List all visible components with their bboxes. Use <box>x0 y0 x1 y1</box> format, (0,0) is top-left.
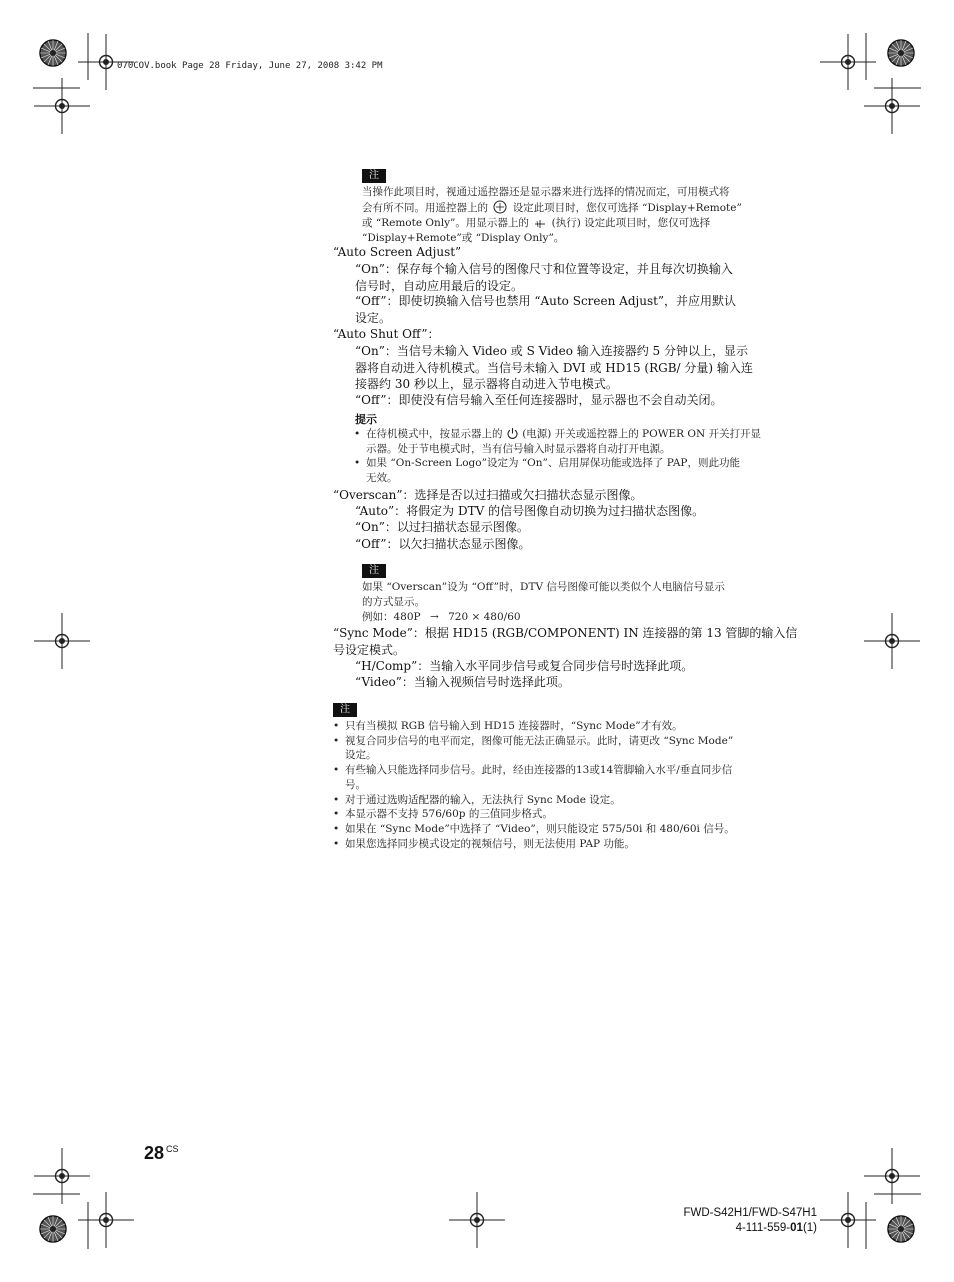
crosshair-mark-top-right-lower <box>864 78 920 134</box>
file-info-header: 070COV.book Page 28 Friday, June 27, 2008 3:42 PM <box>117 61 383 71</box>
crosshair-mark-bottom-middle <box>449 1192 505 1248</box>
crosshair-mark-middle-left <box>34 613 90 669</box>
note-1-text: 当操作此项目时，视通过遥控器还是显示器来进行选择的情况而定，可用模式将 会有所不同。用遥控器上的 设定此项目时，您仅可选择 “Display+Remote” 或 “Remote Only”。用显示器上的 (执行) 设定此项目时，您仅可选择 “Display+Remote”或 “Display Only”。 <box>362 186 742 244</box>
sync-mode-heading: “Sync Mode”：根据 HD15 (RGB/COMPONENT) IN 连接器的第 13 管脚的输入信 号设定模式。 <box>333 626 798 657</box>
auto-screen-adjust-on: “On”：保存每个输入信号的图像尺寸和位置等设定，并且每次切换输入 信号时，自动应用最后的设定。 <box>355 262 733 293</box>
auto-shut-off-off: “Off”：即使没有信号输入至任何连接器时，显示器也不会自动关闭。 <box>355 393 723 407</box>
tip-item: • 在待机模式中，按显示器上的 (电源) 开关或遥控器上的 POWER ON 开关打开显 示器。处于节电模式时，当有信号输入时显示器将自动打开电源。 <box>352 427 804 456</box>
overscan-on: “On”：以过扫描状态显示图像。 <box>355 520 529 534</box>
note-item: • 对于通过选购适配器的输入，无法执行 Sync Mode 设定。 <box>331 793 805 808</box>
sync-mode-hcomp: “H/Comp”：当输入水平同步信号或复合同步信号时选择此项。 <box>355 659 694 673</box>
auto-screen-adjust-off: “Off”：即使切换输入信号也禁用 “Auto Screen Adjust”，并应用默认 设定。 <box>355 294 737 325</box>
page-number: 28 $^{CS}$ <box>144 1143 179 1163</box>
note-label-1: 注 <box>362 163 386 183</box>
auto-screen-adjust-heading: “Auto Screen Adjust” <box>333 245 462 259</box>
starburst-mark-top-left <box>40 40 66 66</box>
model-info: FWD-S42H1/FWD-S47H1 4-111-559-01(1) <box>683 1207 817 1234</box>
tip-item: • 如果 “On-Screen Logo”设定为 “On”、启用屏保功能或选择了 PAP，则此功能 无效。 <box>352 456 804 485</box>
execute-button-icon <box>532 217 548 229</box>
auto-shut-off-on: “On”：当信号未输入 Video 或 S Video 输入连接器约 5 分钟以上，显示 器将自动进入待机模式。当信号未输入 DVI 或 HD15 (RGB/ 分量) 输入连 接器约 30 秒以上，显示器将自动进入节电模式。 <box>355 344 753 391</box>
crosshair-mark-bottom-right-upper <box>864 1148 920 1204</box>
crosshair-mark-middle-right <box>864 613 920 669</box>
note-item: • 如果您选择同步模式设定的视频信号，则无法使用 PAP 功能。 <box>331 837 805 852</box>
note-label-2: 注 <box>362 558 386 578</box>
overscan-heading: “Overscan”：选择是否以过扫描或欠扫描状态显示图像。 <box>333 488 643 502</box>
enter-button-icon <box>491 200 509 214</box>
note-item: • 有些输入只能选择同步信号。此时，经由连接器的13或14管脚输入水平/垂直同步信 号。 <box>331 763 805 792</box>
auto-shut-off-heading: “Auto Shut Off”： <box>333 327 440 341</box>
note-label-3: 注 <box>333 697 357 717</box>
power-icon <box>506 427 519 440</box>
note-item: • 视复合同步信号的电平而定，图像可能无法正确显示。此时，请更改 “Sync Mode” 设定。 <box>331 734 805 763</box>
sync-mode-video: “Video”：当输入视频信号时选择此项。 <box>355 675 570 689</box>
note-3-list <box>331 719 805 851</box>
starburst-mark-top-right <box>888 40 914 66</box>
note-item: • 本显示器不支持 576/60p 的三值同步格式。 <box>331 807 805 822</box>
starburst-mark-bottom-left <box>40 1216 66 1242</box>
crosshair-mark-top-left-lower <box>34 78 90 134</box>
note-item: • 如果在 “Sync Mode”中选择了 “Video”，则只能设定 575/50i 和 480/60i 信号。 <box>331 822 805 837</box>
note-2-text: 如果 “Overscan”设为 “Off”时，DTV 信号图像可能以类似个人电脑信号显示 的方式显示。 例如：480P → 720 × 480/60 <box>362 581 725 623</box>
crosshair-mark-bottom-right <box>820 1192 876 1248</box>
crosshair-mark-bottom-left <box>78 1192 134 1248</box>
note-item: • 只有当模拟 RGB 信号输入到 HD15 连接器时，“Sync Mode”才有效。 <box>331 719 805 734</box>
overscan-auto: “Auto”：将假定为 DTV 的信号图像自动切换为过扫描状态图像。 <box>355 504 705 518</box>
arrow-right-icon: → <box>429 611 439 623</box>
crosshair-mark-top-right <box>820 34 876 90</box>
starburst-mark-bottom-right <box>888 1216 914 1242</box>
crosshair-mark-bottom-left-upper <box>34 1148 90 1204</box>
overscan-off: “Off”：以欠扫描状态显示图像。 <box>355 537 531 551</box>
tip-label: 提示 <box>355 413 377 426</box>
tip-list <box>352 427 804 486</box>
